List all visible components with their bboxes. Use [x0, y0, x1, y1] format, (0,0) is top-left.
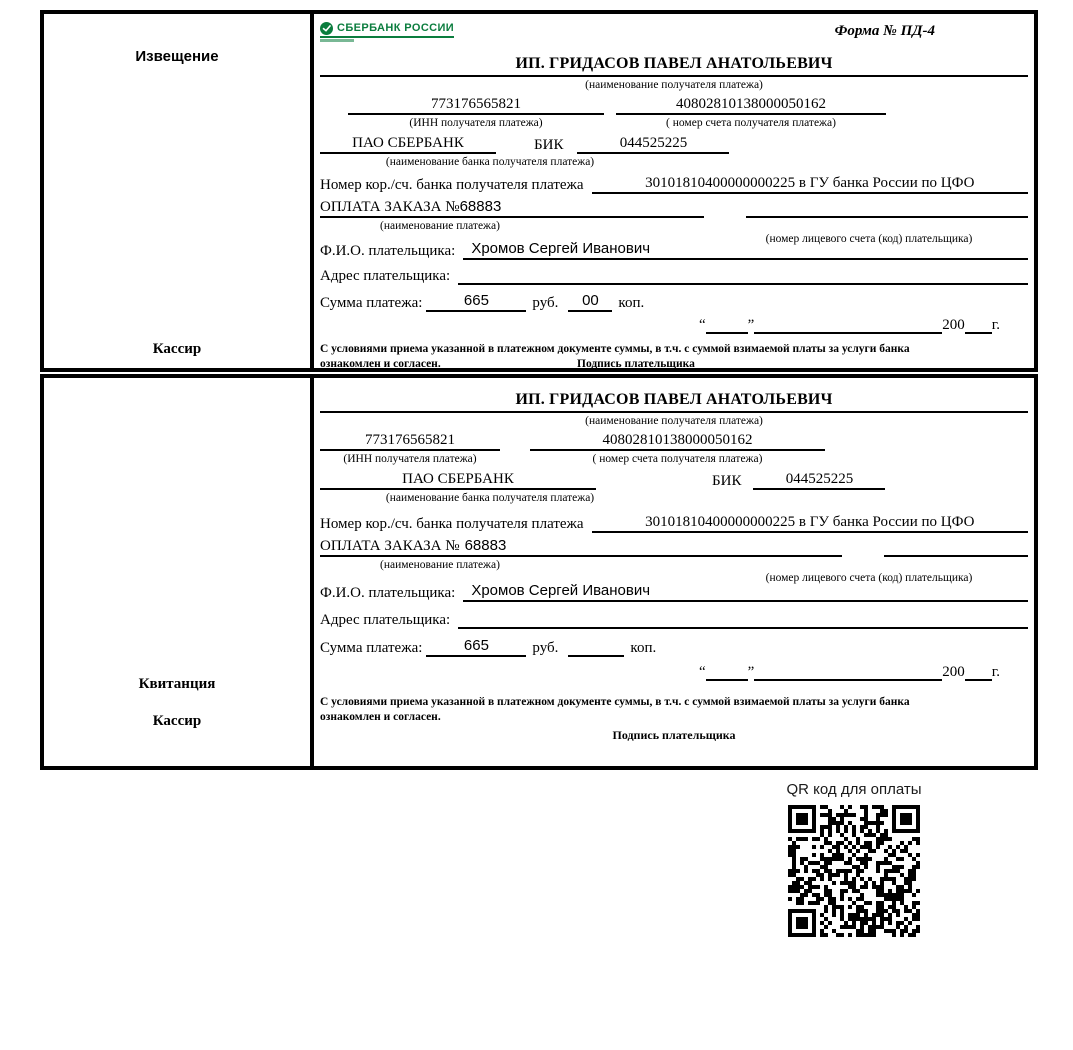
order-number: 68883 — [459, 197, 502, 215]
payer-address-row — [320, 266, 1028, 285]
quote-close: ” — [747, 316, 755, 333]
caption-account: ( номер счета получателя платежа) — [592, 453, 763, 466]
recipient-name: ИП. ГРИДАСОВ ПАВЕЛ АНАТОЛЬЕВИЧ — [320, 54, 1028, 77]
year-suffix: г. — [991, 663, 1000, 680]
notice-title: Извещение — [135, 48, 219, 65]
year-suffix: г. — [991, 316, 1000, 333]
year-prefix: 200 — [942, 316, 965, 333]
inn-account-row — [320, 431, 1028, 451]
sberbank-logo — [320, 22, 454, 42]
corr-account-label: Номер кор./сч. банка получателя платежа — [320, 515, 584, 532]
amount-row — [320, 292, 1028, 312]
purpose-row — [320, 198, 1028, 218]
caption-inn: (ИНН получателя платежа) — [409, 117, 543, 130]
qr-code — [788, 805, 920, 937]
qr-label: QR код для оплаты — [786, 781, 922, 798]
terms-line1: С условиями приема указанной в платежном документе суммы, в т.ч. с суммой взимаемой платы за услуги банка — [320, 342, 910, 355]
amount-rubles: 665 — [426, 637, 526, 657]
corr-account-label: Номер кор./сч. банка получателя платежа — [320, 176, 584, 193]
amount-label: Сумма платежа: — [320, 294, 423, 311]
receipt-left-column — [44, 378, 314, 766]
payer-address-field — [458, 266, 1028, 285]
caption-bank: (наименование банка получателя платежа) — [385, 491, 595, 504]
payer-name-label: Ф.И.О. плательщика: — [320, 242, 456, 259]
terms-text — [320, 342, 1028, 372]
payment-purpose-field — [320, 198, 704, 218]
payer-name-label: Ф.И.О. плательщика: — [320, 584, 456, 601]
receipt-form — [314, 378, 1034, 766]
terms-line1: С условиями приема указанной в платежном документе суммы, в т.ч. с суммой взимаемой платы за услуги банка — [320, 695, 910, 708]
inn-field: 773176565821 — [348, 95, 604, 115]
amount-label: Сумма платежа: — [320, 639, 423, 656]
cashier-label: Кассир — [152, 341, 202, 357]
payer-name-value: Хромов Сергей Иванович — [471, 581, 651, 599]
caption-purpose: (наименование платежа) — [380, 558, 500, 571]
date-year-field — [965, 317, 992, 334]
date-row — [320, 663, 1000, 681]
kopecks-label: коп. — [618, 294, 645, 311]
caption-recipient: (наименование получателя платежа) — [585, 79, 763, 92]
payer-address-label: Адрес плательщика: — [320, 611, 451, 628]
sberbank-logo-text: СБЕРБАНК РОССИИ — [337, 22, 455, 34]
kopecks-label: коп. — [630, 639, 657, 656]
date-day-field — [706, 317, 748, 334]
corr-account-field: 30101810400000000225 в ГУ банка России по ЦФО — [592, 174, 1028, 194]
bik-label: БИК — [712, 472, 742, 489]
quote-open: “ — [698, 663, 706, 680]
terms-line2: ознакомлен и согласен. — [320, 357, 441, 370]
date-row — [320, 316, 1000, 334]
inn-account-row — [320, 95, 1028, 115]
bank-name-field: ПАО СБЕРБАНК — [320, 134, 496, 154]
purpose-text: ОПЛАТА ЗАКАЗА № — [320, 198, 460, 215]
notice-header-row — [320, 22, 1028, 52]
payer-address-label: Адрес плательщика: — [320, 267, 451, 284]
form-number: Форма № ПД-4 — [834, 23, 935, 39]
sberbank-tagline — [320, 39, 354, 42]
account-field: 40802810138000050162 — [530, 431, 825, 451]
payer-address-row — [320, 610, 1028, 629]
quote-close: ” — [747, 663, 755, 680]
caption-inn: (ИНН получателя платежа) — [343, 453, 477, 466]
order-number: 68883 — [464, 536, 507, 554]
terms-text — [320, 695, 1028, 725]
bik-field: 044525225 — [577, 134, 729, 154]
quote-open: “ — [698, 316, 706, 333]
payer-code-field — [884, 538, 1028, 557]
inn-field: 773176565821 — [320, 431, 500, 451]
caption-payer-code: (номер лицевого счета (код) плательщика) — [765, 233, 973, 246]
amount-kopecks: 00 — [568, 292, 612, 312]
rubles-label: руб. — [532, 639, 559, 656]
date-month-field — [754, 317, 942, 334]
qr-block — [776, 781, 932, 942]
cashier-label: Кассир — [152, 713, 202, 729]
notice-left-column — [44, 14, 314, 368]
receipt-title: Квитанция — [138, 676, 216, 692]
caption-account: ( номер счета получателя платежа) — [666, 117, 836, 130]
signature-label: Подпись плательщика — [577, 357, 695, 370]
bank-row — [320, 470, 1028, 490]
corr-account-row — [320, 174, 1028, 194]
corr-account-field: 30101810400000000225 в ГУ банка России по ЦФО — [592, 513, 1028, 533]
notice-form — [314, 14, 1034, 368]
payment-purpose-field — [320, 537, 842, 557]
date-year-field — [965, 664, 992, 681]
sberbank-icon — [320, 22, 333, 35]
year-prefix: 200 — [942, 663, 965, 680]
payer-name-value: Хромов Сергей Иванович — [471, 239, 651, 257]
amount-rubles: 665 — [426, 292, 526, 312]
bik-label: БИК — [534, 136, 564, 153]
bik-field: 044525225 — [753, 470, 885, 490]
receipt-section — [40, 374, 1038, 770]
notice-section — [40, 10, 1038, 372]
caption-payer-code: (номер лицевого счета (код) плательщика) — [765, 572, 973, 585]
signature-label: Подпись плательщика — [612, 727, 736, 742]
purpose-row — [320, 537, 1028, 557]
caption-recipient: (наименование получателя платежа) — [585, 415, 763, 428]
account-field: 40802810138000050162 — [616, 95, 886, 115]
purpose-text: ОПЛАТА ЗАКАЗА № — [320, 537, 460, 554]
recipient-name: ИП. ГРИДАСОВ ПАВЕЛ АНАТОЛЬЕВИЧ — [320, 390, 1028, 413]
amount-kopecks — [568, 638, 624, 657]
payer-address-field — [458, 610, 1028, 629]
date-day-field — [706, 664, 748, 681]
payer-code-field — [746, 199, 1028, 218]
terms-line2: ознакомлен и согласен. — [320, 710, 441, 723]
caption-bank: (наименование банка получателя платежа) — [385, 155, 595, 168]
date-month-field — [754, 664, 942, 681]
rubles-label: руб. — [532, 294, 559, 311]
caption-purpose: (наименование платежа) — [380, 219, 500, 232]
bank-name-field: ПАО СБЕРБАНК — [320, 470, 596, 490]
corr-account-row — [320, 513, 1028, 533]
bank-row — [320, 134, 1028, 154]
amount-row — [320, 637, 1028, 657]
